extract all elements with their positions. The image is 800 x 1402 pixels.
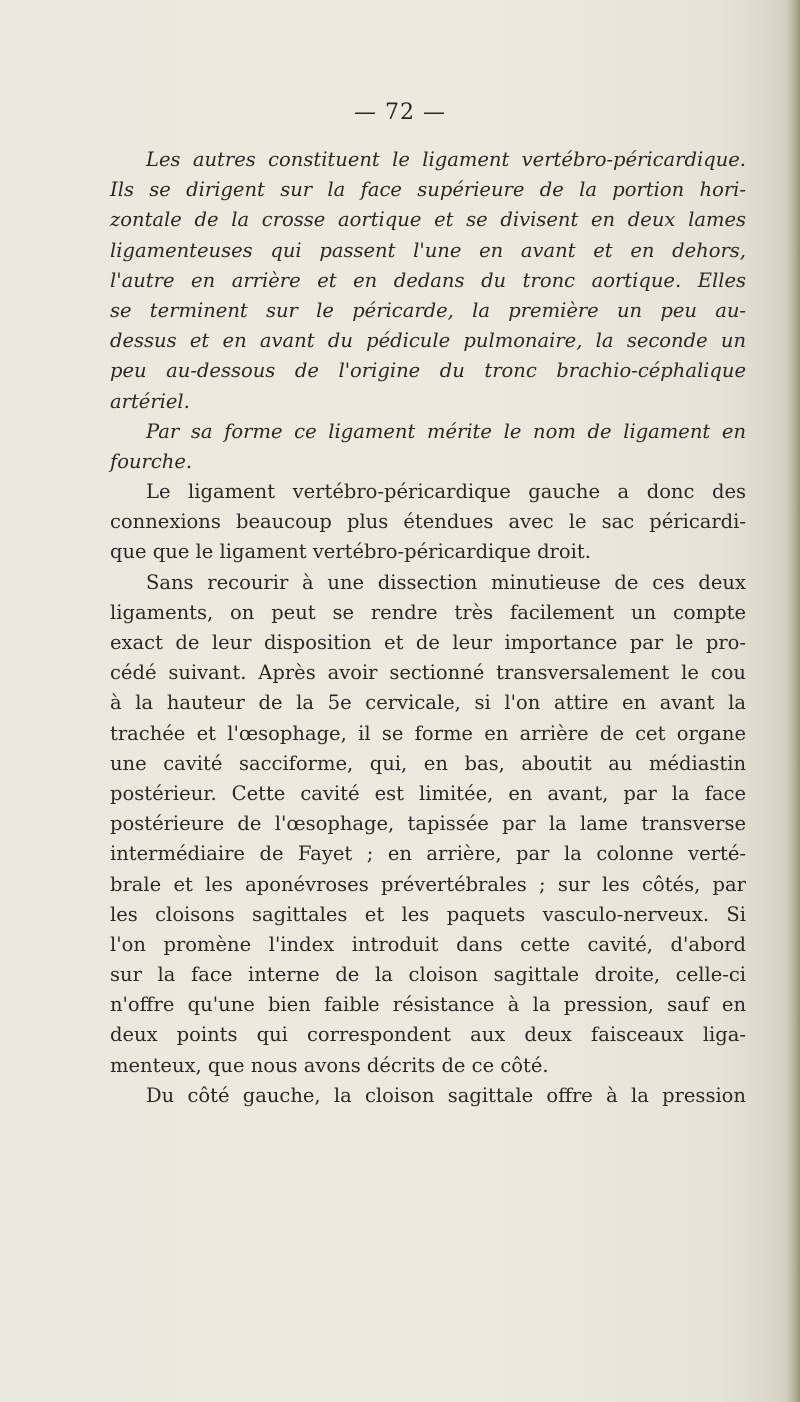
- body-text: [110, 145, 746, 1111]
- text-line: Sans recourir à une dissection minutieuse de ces deux: [146, 570, 746, 594]
- text-line: Par sa forme ce ligament mérite le nom de ligament en: [146, 419, 746, 443]
- text-line: les cloisons sagittales et les paquets vasculo-nerveux. Si: [110, 902, 746, 926]
- text-line: Le ligament vertébro-péricardique gauche a donc des: [146, 480, 746, 504]
- text-line: Du côté gauche, la cloison sagittale offre à la pression: [146, 1083, 746, 1107]
- text-line: cédé suivant. Après avoir sectionné transversalement le cou: [110, 661, 746, 685]
- text-line: postérieur. Cette cavité est limitée, en avant, par la face: [110, 781, 746, 805]
- text-line: fourche.: [110, 449, 193, 473]
- text-line: artériel.: [110, 389, 190, 413]
- text-line: Les autres constituent le ligament vertébro-péricardique.: [146, 148, 746, 171]
- text-line: trachée et l'œsophage, il se forme en arrière de cet organe: [110, 721, 746, 745]
- page-number: — 72 —: [354, 100, 446, 125]
- text-line: menteux, que nous avons décrits de ce côté.: [110, 1053, 549, 1077]
- text-line: se terminent sur le péricarde, la première un peu au-: [110, 298, 746, 322]
- page-edge-shadow: [786, 0, 800, 1402]
- text-line: ligaments, on peut se rendre très facilement un compte: [110, 600, 746, 624]
- text-line: connexions beaucoup plus étendues avec le sac péricardi-: [110, 510, 746, 534]
- text-line: l'autre en arrière et en dedans du tronc aortique. Elles: [110, 268, 746, 292]
- text-line: que que le ligament vertébro-péricardique droit.: [110, 540, 591, 564]
- text-line: zontale de la crosse aortique et se divisent en deux lames: [110, 208, 746, 232]
- text-line: l'on promène l'index introduit dans cette cavité, d'abord: [110, 932, 746, 956]
- text-line: n'offre qu'une bien faible résistance à la pression, sauf en: [110, 993, 746, 1017]
- text-line: à la hauteur de la 5e cervicale, si l'on attire en avant la: [110, 691, 746, 715]
- text-line: ligamenteuses qui passent l'une en avant et en dehors,: [110, 238, 746, 262]
- text-line: postérieure de l'œsophage, tapissée par la lame transverse: [110, 812, 746, 836]
- text-line: brale et les aponévroses prévertébrales ; sur les côtés, par: [110, 872, 746, 896]
- text-line: une cavité sacciforme, qui, en bas, aboutit au médiastin: [110, 751, 746, 775]
- text-line: Ils se dirigent sur la face supérieure de la portion hori-: [110, 178, 746, 202]
- text-line: exact de leur disposition et de leur importance par le pro-: [110, 631, 746, 654]
- text-line: sur la face interne de la cloison sagittale droite, celle-ci: [110, 963, 746, 987]
- text-line: deux points qui correspondent aux deux faisceaux liga-: [110, 1023, 746, 1047]
- text-line: intermédiaire de Fayet ; en arrière, par la colonne verté-: [110, 842, 746, 866]
- text-line: peu au-dessous de l'origine du tronc brachio-céphalique: [110, 359, 746, 383]
- text-line: dessus et en avant du pédicule pulmonaire, la seconde un: [110, 329, 746, 353]
